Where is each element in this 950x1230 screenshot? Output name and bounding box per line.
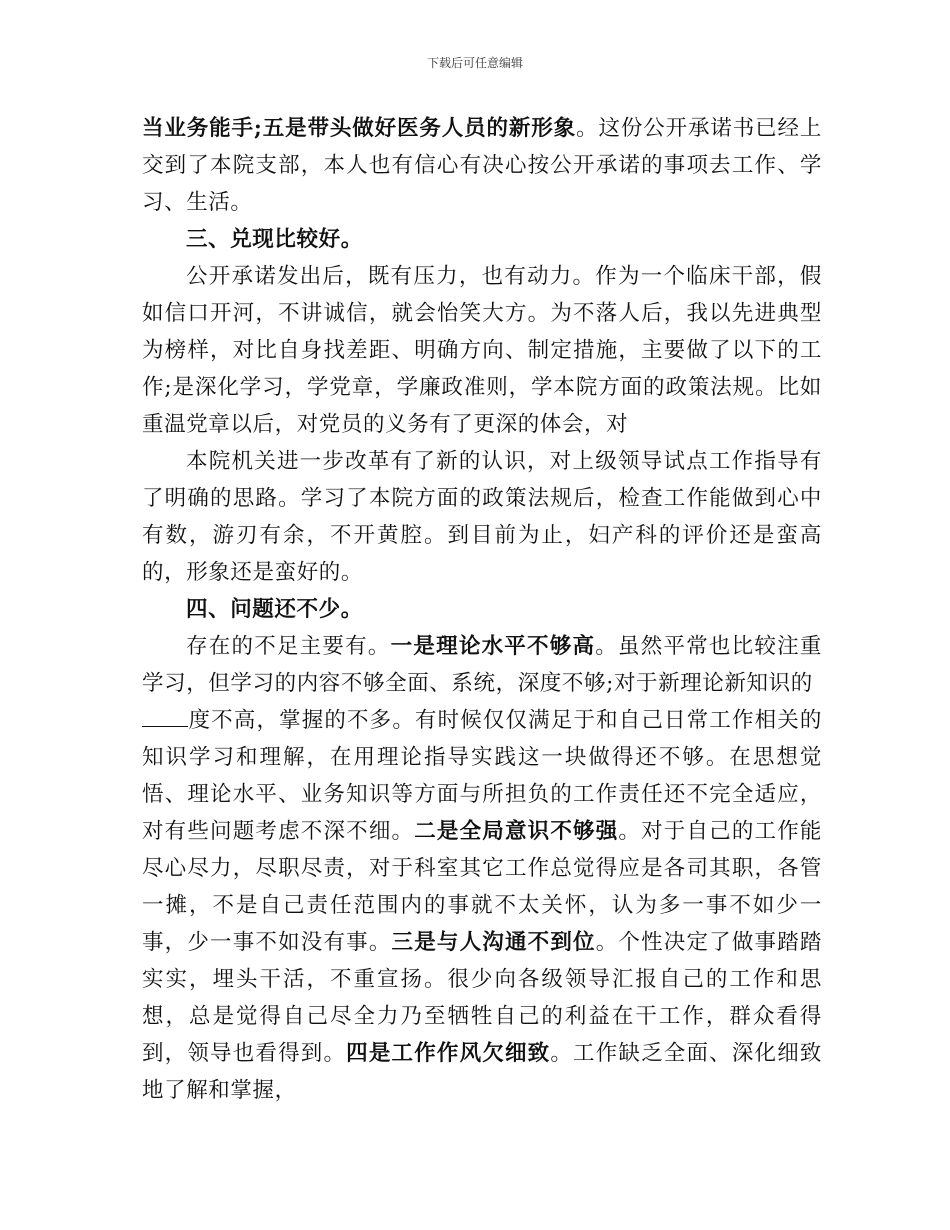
page-header: 下载后可任意编辑 (426, 56, 523, 70)
document-body (142, 110, 822, 1109)
paragraph-text: 。工作缺乏全面、深化细致地了解和掌握， (142, 1041, 822, 1103)
paragraph-fulfillment: 公开承诺发出后，既有压力，也有动力。作为一个临床干部，假如信口开河，不讲诚信，就会怡笑大方。为不落人后，我以先进典型为榜样，对比自身找差距、明确方向、制定措施，主要做了以下的工作;是深化学习，学党章，学廉政准则，学本院方面的政策法规。比如重温党章以后，对党员的义务有了更深的体会，对 (142, 264, 822, 437)
blank-underline (142, 708, 188, 727)
bold-phrase: 二是全局意识不够强 (414, 819, 619, 844)
section-heading-3: 三、兑现比较好。 (186, 227, 363, 252)
paragraph-text: 度不高，掌握的不多。有时候仅仅满足于和自己日常工作相关的知识学习和理解，在用理论指导实践这一块做得还不够。在思想觉悟、理论水平、业务知识等方面与所担负的工作责任还不完全适应，对有些问题考虑不深不细。 (142, 708, 822, 844)
paragraph-understanding: 本院机关进一步改革有了新的认识，对上级领导试点工作指导有了明确的思路。学习了本院方面的政策法规后，检查工作能做到心中有数，游刃有余，不开黄腔。到目前为止，妇产科的评价还是蛮高的，形象还是蛮好的。 (142, 449, 822, 585)
paragraph-text: 。虽然平常也比较注重学习，但学习的内容不够全面、系统，深度不够;对于新理论新知识的 (142, 634, 822, 696)
bold-phrase: 三是与人沟通不到位 (391, 930, 596, 955)
bold-phrase: 一是理论水平不够高 (390, 634, 596, 659)
paragraph-problems (142, 628, 822, 1109)
paragraph-text: 。对于自己的工作能尽心尽力，尽职尽责，对于科室其它工作总觉得应是各司其职，各管一摊，不是自己责任范围内的事就不太关怀，认为多一事不如少一事，少一事不如没有事。 (142, 819, 822, 955)
paragraph-text: 。个性决定了做事踏踏实实，埋头干活，不重宣扬。很少向各级领导汇报自己的工作和思想，总是觉得自己尽全力乃至牺牲自己的利益在干工作，群众看得到，领导也看得到。 (142, 930, 822, 1066)
paragraph-commitment-end (142, 110, 822, 221)
bold-phrase: 当业务能手;五是带头做好医务人员的新形象 (142, 116, 577, 141)
section-heading-4: 四、问题还不少。 (186, 597, 363, 622)
paragraph-text: 存在的不足主要有。 (186, 634, 391, 659)
paragraph-text: 。这份公开承诺书已经上交到了本院支部，本人也有信心有决心按公开承诺的事项去工作、学习、生活。 (142, 116, 822, 215)
bold-phrase: 四是工作作风欠细致 (346, 1041, 551, 1066)
